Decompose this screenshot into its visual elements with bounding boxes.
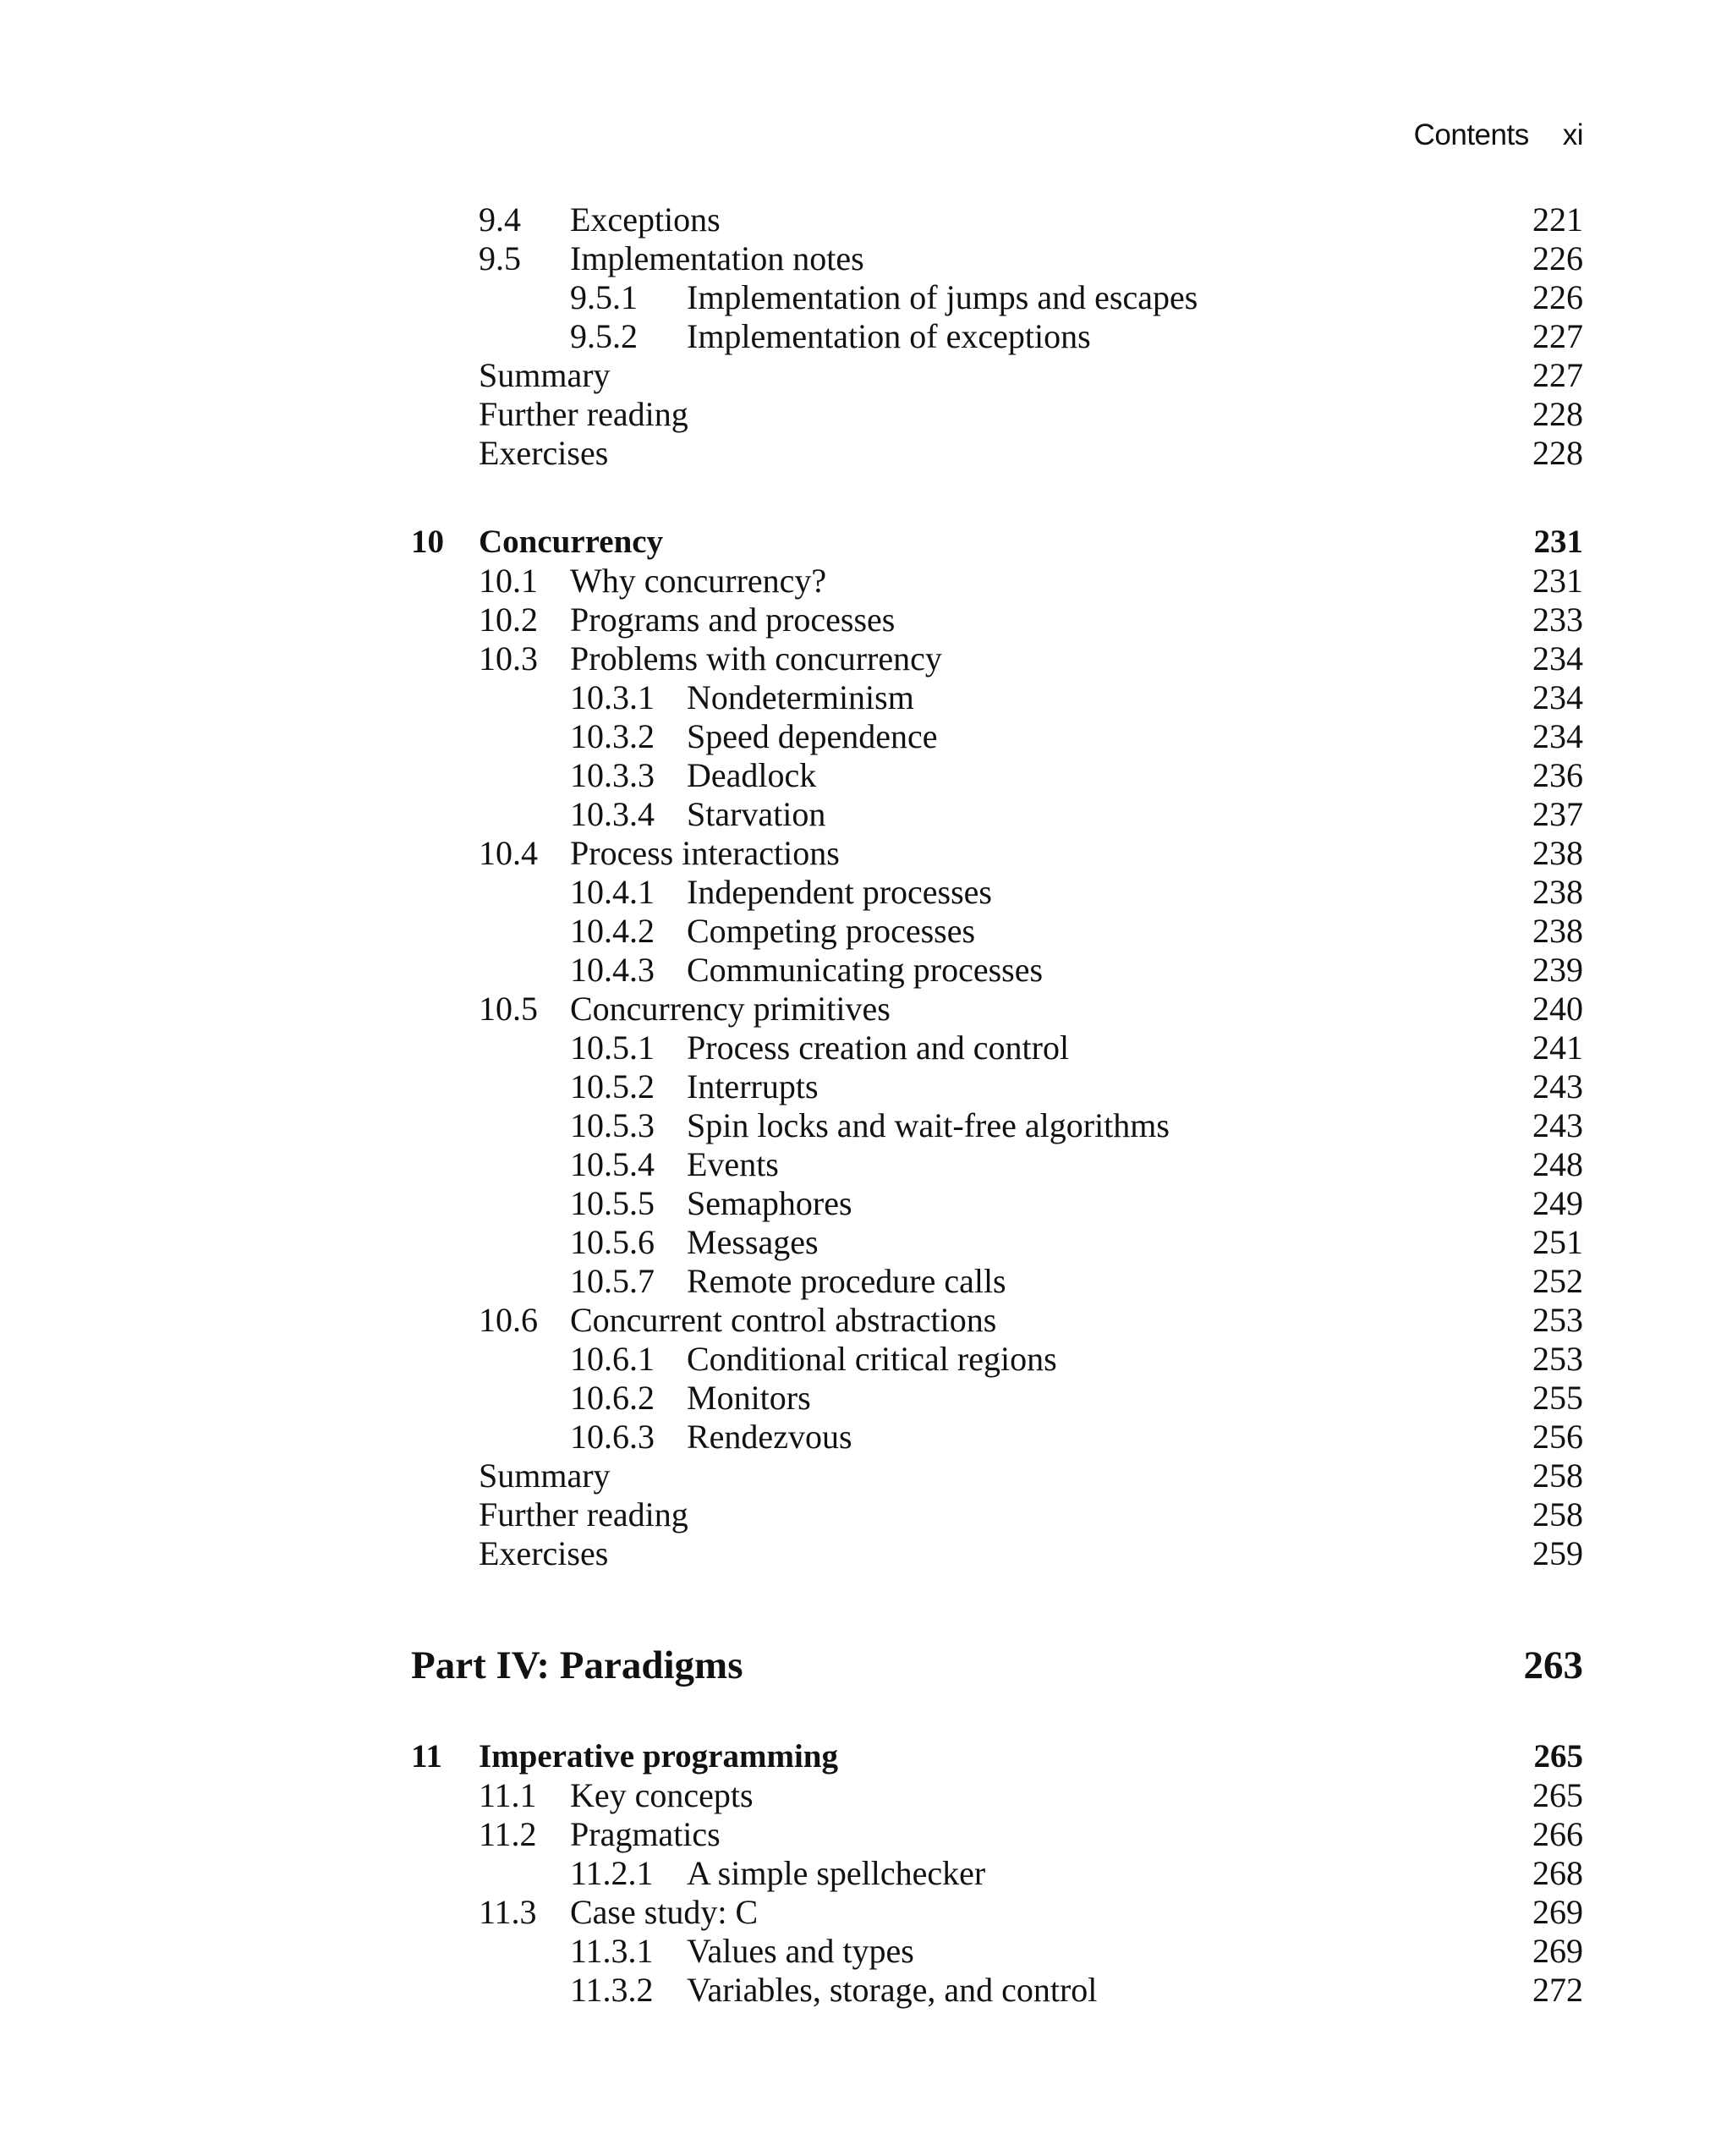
toc-entry-title: Implementation of exceptions <box>687 317 1091 355</box>
toc-entry-number: 9.5.1 <box>570 278 638 316</box>
toc-part-title: Part IV: Paradigms <box>411 1643 743 1687</box>
toc-entry-10-4-2 <box>0 912 1732 951</box>
running-head-page-number: xi <box>1562 118 1583 151</box>
toc-entry-title: Exercises <box>479 434 609 472</box>
toc-entry-10-5-1 <box>0 1029 1732 1067</box>
toc-entry-page: 226 <box>1532 278 1583 316</box>
toc-entry-page: 240 <box>1532 990 1583 1028</box>
toc-entry-page: 248 <box>1532 1145 1583 1183</box>
toc-entry-10-6-3 <box>0 1418 1732 1457</box>
toc-entry-9-5 <box>0 239 1732 278</box>
toc-entry-page: 234 <box>1532 717 1583 755</box>
toc-entry-9-exercises <box>0 434 1732 473</box>
toc-entry-number: 11.1 <box>479 1776 537 1814</box>
toc-entry-page: 251 <box>1532 1223 1583 1261</box>
toc-entry-10-5 <box>0 990 1732 1029</box>
toc-entry-title: Monitors <box>687 1379 811 1417</box>
toc-entry-title: Further reading <box>479 1495 688 1533</box>
toc-entry-number: 10.6.1 <box>570 1340 655 1378</box>
toc-chapter-10 <box>0 523 1732 562</box>
toc-entry-title: Nondeterminism <box>687 678 914 716</box>
toc-entry-10-4-1 <box>0 873 1732 912</box>
toc-entry-title: Implementation notes <box>570 239 864 277</box>
toc-entry-number: 10.6.2 <box>570 1379 655 1417</box>
toc-entry-title: Conditional critical regions <box>687 1340 1057 1378</box>
toc-chapter-number: 11 <box>411 1738 442 1775</box>
toc-entry-11-3-1 <box>0 1932 1732 1971</box>
toc-entry-11-2 <box>0 1815 1732 1854</box>
toc-entry-page: 239 <box>1532 951 1583 989</box>
toc-entry-number: 9.5.2 <box>570 317 638 355</box>
toc-entry-page: 226 <box>1532 239 1583 277</box>
toc-entry-10-5-7 <box>0 1262 1732 1301</box>
toc-chapter-number: 10 <box>411 524 444 560</box>
toc-entry-number: 9.4 <box>479 200 521 239</box>
toc-entry-page: 255 <box>1532 1379 1583 1417</box>
toc-entry-number: 10.3.3 <box>570 756 655 794</box>
toc-entry-title: Further reading <box>479 395 688 433</box>
toc-entry-page: 252 <box>1532 1262 1583 1300</box>
toc-entry-number: 10.3 <box>479 639 538 678</box>
toc-entry-number: 10.5.4 <box>570 1145 655 1183</box>
toc-entry-page: 243 <box>1532 1067 1583 1105</box>
toc-entry-page: 233 <box>1532 601 1583 639</box>
toc-entry-page: 238 <box>1532 834 1583 872</box>
toc-entry-number: 10.6.3 <box>570 1418 655 1456</box>
toc-part-4 <box>0 1642 1732 1689</box>
toc-entry-page: 258 <box>1532 1495 1583 1533</box>
toc-entry-page: 249 <box>1532 1184 1583 1222</box>
toc-entry-title: Values and types <box>687 1932 914 1970</box>
toc-entry-10-5-5 <box>0 1184 1732 1223</box>
toc-entry-title: Problems with concurrency <box>570 639 942 678</box>
toc-entry-number: 11.3 <box>479 1893 537 1931</box>
toc-entry-9-5-2 <box>0 317 1732 356</box>
toc-entry-number: 11.2.1 <box>570 1854 654 1892</box>
toc-entry-number: 10.2 <box>479 601 538 639</box>
toc-entry-title: Concurrent control abstractions <box>570 1301 997 1339</box>
toc-entry-page: 238 <box>1532 873 1583 911</box>
toc-entry-title: Variables, storage, and control <box>687 1971 1098 2009</box>
toc-chapter-title: Concurrency <box>479 524 664 560</box>
toc-entry-page: 227 <box>1532 317 1583 355</box>
toc-entry-page: 265 <box>1532 1776 1583 1814</box>
toc-entry-page: 234 <box>1532 639 1583 678</box>
toc-entry-page: 266 <box>1532 1815 1583 1853</box>
toc-entry-10-6-2 <box>0 1379 1732 1418</box>
toc-entry-title: Spin locks and wait-free algorithms <box>687 1106 1170 1144</box>
toc-entry-page: 234 <box>1532 678 1583 716</box>
toc-entry-title: Starvation <box>687 795 826 833</box>
toc-entry-title: Summary <box>479 1457 611 1495</box>
toc-entry-page: 228 <box>1532 395 1583 433</box>
toc-entry-11-2-1 <box>0 1854 1732 1893</box>
toc-entry-title: Programs and processes <box>570 601 896 639</box>
toc-entry-title: Semaphores <box>687 1184 852 1222</box>
toc-chapter-11 <box>0 1737 1732 1776</box>
toc-entry-title: Case study: C <box>570 1893 759 1931</box>
toc-entry-page: 253 <box>1532 1340 1583 1378</box>
toc-entry-10-3 <box>0 639 1732 678</box>
toc-entry-title: Pragmatics <box>570 1815 721 1853</box>
toc-entry-number: 10.4.2 <box>570 912 655 950</box>
toc-entry-number: 10.1 <box>479 562 538 600</box>
toc-entry-10-3-2 <box>0 717 1732 756</box>
running-head-label: Contents <box>1413 118 1529 151</box>
toc-entry-page: 259 <box>1532 1534 1583 1572</box>
toc-entry-10-summary <box>0 1457 1732 1495</box>
toc-entry-page: 228 <box>1532 434 1583 472</box>
toc-entry-9-4 <box>0 200 1732 239</box>
toc-entry-10-5-4 <box>0 1145 1732 1184</box>
toc-entry-number: 10.3.2 <box>570 717 655 755</box>
toc-entry-title: A simple spellchecker <box>687 1854 986 1892</box>
toc-part-page: 263 <box>1523 1643 1583 1687</box>
toc-entry-number: 10.5.1 <box>570 1029 655 1067</box>
toc-entry-page: 243 <box>1532 1106 1583 1144</box>
toc-entry-title: Rendezvous <box>687 1418 852 1456</box>
toc-entry-10-exercises <box>0 1534 1732 1573</box>
toc-entry-10-4-3 <box>0 951 1732 990</box>
toc-entry-page: 253 <box>1532 1301 1583 1339</box>
toc-entry-title: Process interactions <box>570 834 840 872</box>
toc-entry-title: Messages <box>687 1223 819 1261</box>
toc-chapter-title: Imperative programming <box>479 1738 838 1775</box>
toc-entry-number: 10.4.3 <box>570 951 655 989</box>
toc-entry-page: 221 <box>1532 200 1583 239</box>
toc-entry-page: 241 <box>1532 1029 1583 1067</box>
toc-entry-number: 9.5 <box>479 239 521 277</box>
toc-entry-title: Process creation and control <box>687 1029 1070 1067</box>
toc-entry-title: Key concepts <box>570 1776 754 1814</box>
toc-entry-10-3-1 <box>0 678 1732 717</box>
toc-entry-10-4 <box>0 834 1732 873</box>
toc-entry-number: 10.4 <box>479 834 538 872</box>
toc-entry-11-1 <box>0 1776 1732 1815</box>
toc-chapter-page: 265 <box>1533 1738 1583 1775</box>
toc-entry-page: 269 <box>1532 1893 1583 1931</box>
toc-entry-page: 237 <box>1532 795 1583 833</box>
toc-entry-10-1 <box>0 562 1732 601</box>
toc-entry-title: Competing processes <box>687 912 976 950</box>
toc-entry-page: 272 <box>1532 1971 1583 2009</box>
toc-entry-title: Why concurrency? <box>570 562 827 600</box>
toc-entry-number: 10.5.6 <box>570 1223 655 1261</box>
toc-entry-number: 11.3.1 <box>570 1932 654 1970</box>
toc-entry-title: Exercises <box>479 1534 609 1572</box>
toc-entry-number: 10.3.4 <box>570 795 655 833</box>
toc-entry-9-5-1 <box>0 278 1732 317</box>
toc-entry-10-5-6 <box>0 1223 1732 1262</box>
toc-entry-10-3-3 <box>0 756 1732 795</box>
toc-entry-number: 10.5.7 <box>570 1262 655 1300</box>
toc-entry-number: 10.3.1 <box>570 678 655 716</box>
toc-entry-title: Communicating processes <box>687 951 1044 989</box>
toc-entry-number: 10.5.2 <box>570 1067 655 1105</box>
toc-entry-number: 10.5 <box>479 990 538 1028</box>
toc-entry-number: 10.5.3 <box>570 1106 655 1144</box>
toc-entry-number: 10.4.1 <box>570 873 655 911</box>
toc-entry-page: 258 <box>1532 1457 1583 1495</box>
toc-entry-10-6 <box>0 1301 1732 1340</box>
toc-entry-title: Speed dependence <box>687 717 938 755</box>
toc-entry-number: 11.2 <box>479 1815 537 1853</box>
toc-entry-title: Concurrency primitives <box>570 990 891 1028</box>
toc-entry-title: Implementation of jumps and escapes <box>687 278 1198 316</box>
toc-entry-page: 268 <box>1532 1854 1583 1892</box>
toc-entry-title: Exceptions <box>570 200 721 239</box>
toc-entry-number: 10.5.5 <box>570 1184 655 1222</box>
toc-entry-title: Summary <box>479 356 611 394</box>
toc-entry-11-3-2 <box>0 1971 1732 2010</box>
toc-entry-10-5-2 <box>0 1067 1732 1106</box>
toc-entry-title: Independent processes <box>687 873 992 911</box>
toc-entry-page: 227 <box>1532 356 1583 394</box>
toc-entry-9-summary <box>0 356 1732 395</box>
toc-entry-page: 231 <box>1532 562 1583 600</box>
toc-entry-10-6-1 <box>0 1340 1732 1379</box>
toc-entry-10-2 <box>0 601 1732 639</box>
toc-entry-page: 269 <box>1532 1932 1583 1970</box>
toc-entry-title: Interrupts <box>687 1067 819 1105</box>
toc-chapter-page: 231 <box>1533 524 1583 560</box>
toc-entry-9-further-reading <box>0 395 1732 434</box>
toc-entry-number: 11.3.2 <box>570 1971 654 2009</box>
toc-entry-title: Deadlock <box>687 756 817 794</box>
toc-entry-title: Remote procedure calls <box>687 1262 1006 1300</box>
toc-entry-11-3 <box>0 1893 1732 1932</box>
toc-entry-10-3-4 <box>0 795 1732 834</box>
toc-entry-title: Events <box>687 1145 779 1183</box>
toc-entry-10-further-reading <box>0 1495 1732 1534</box>
toc-entry-page: 236 <box>1532 756 1583 794</box>
toc-entry-page: 256 <box>1532 1418 1583 1456</box>
toc-entry-page: 238 <box>1532 912 1583 950</box>
toc-entry-number: 10.6 <box>479 1301 538 1339</box>
toc-entry-10-5-3 <box>0 1106 1732 1145</box>
running-head <box>1414 118 1583 152</box>
